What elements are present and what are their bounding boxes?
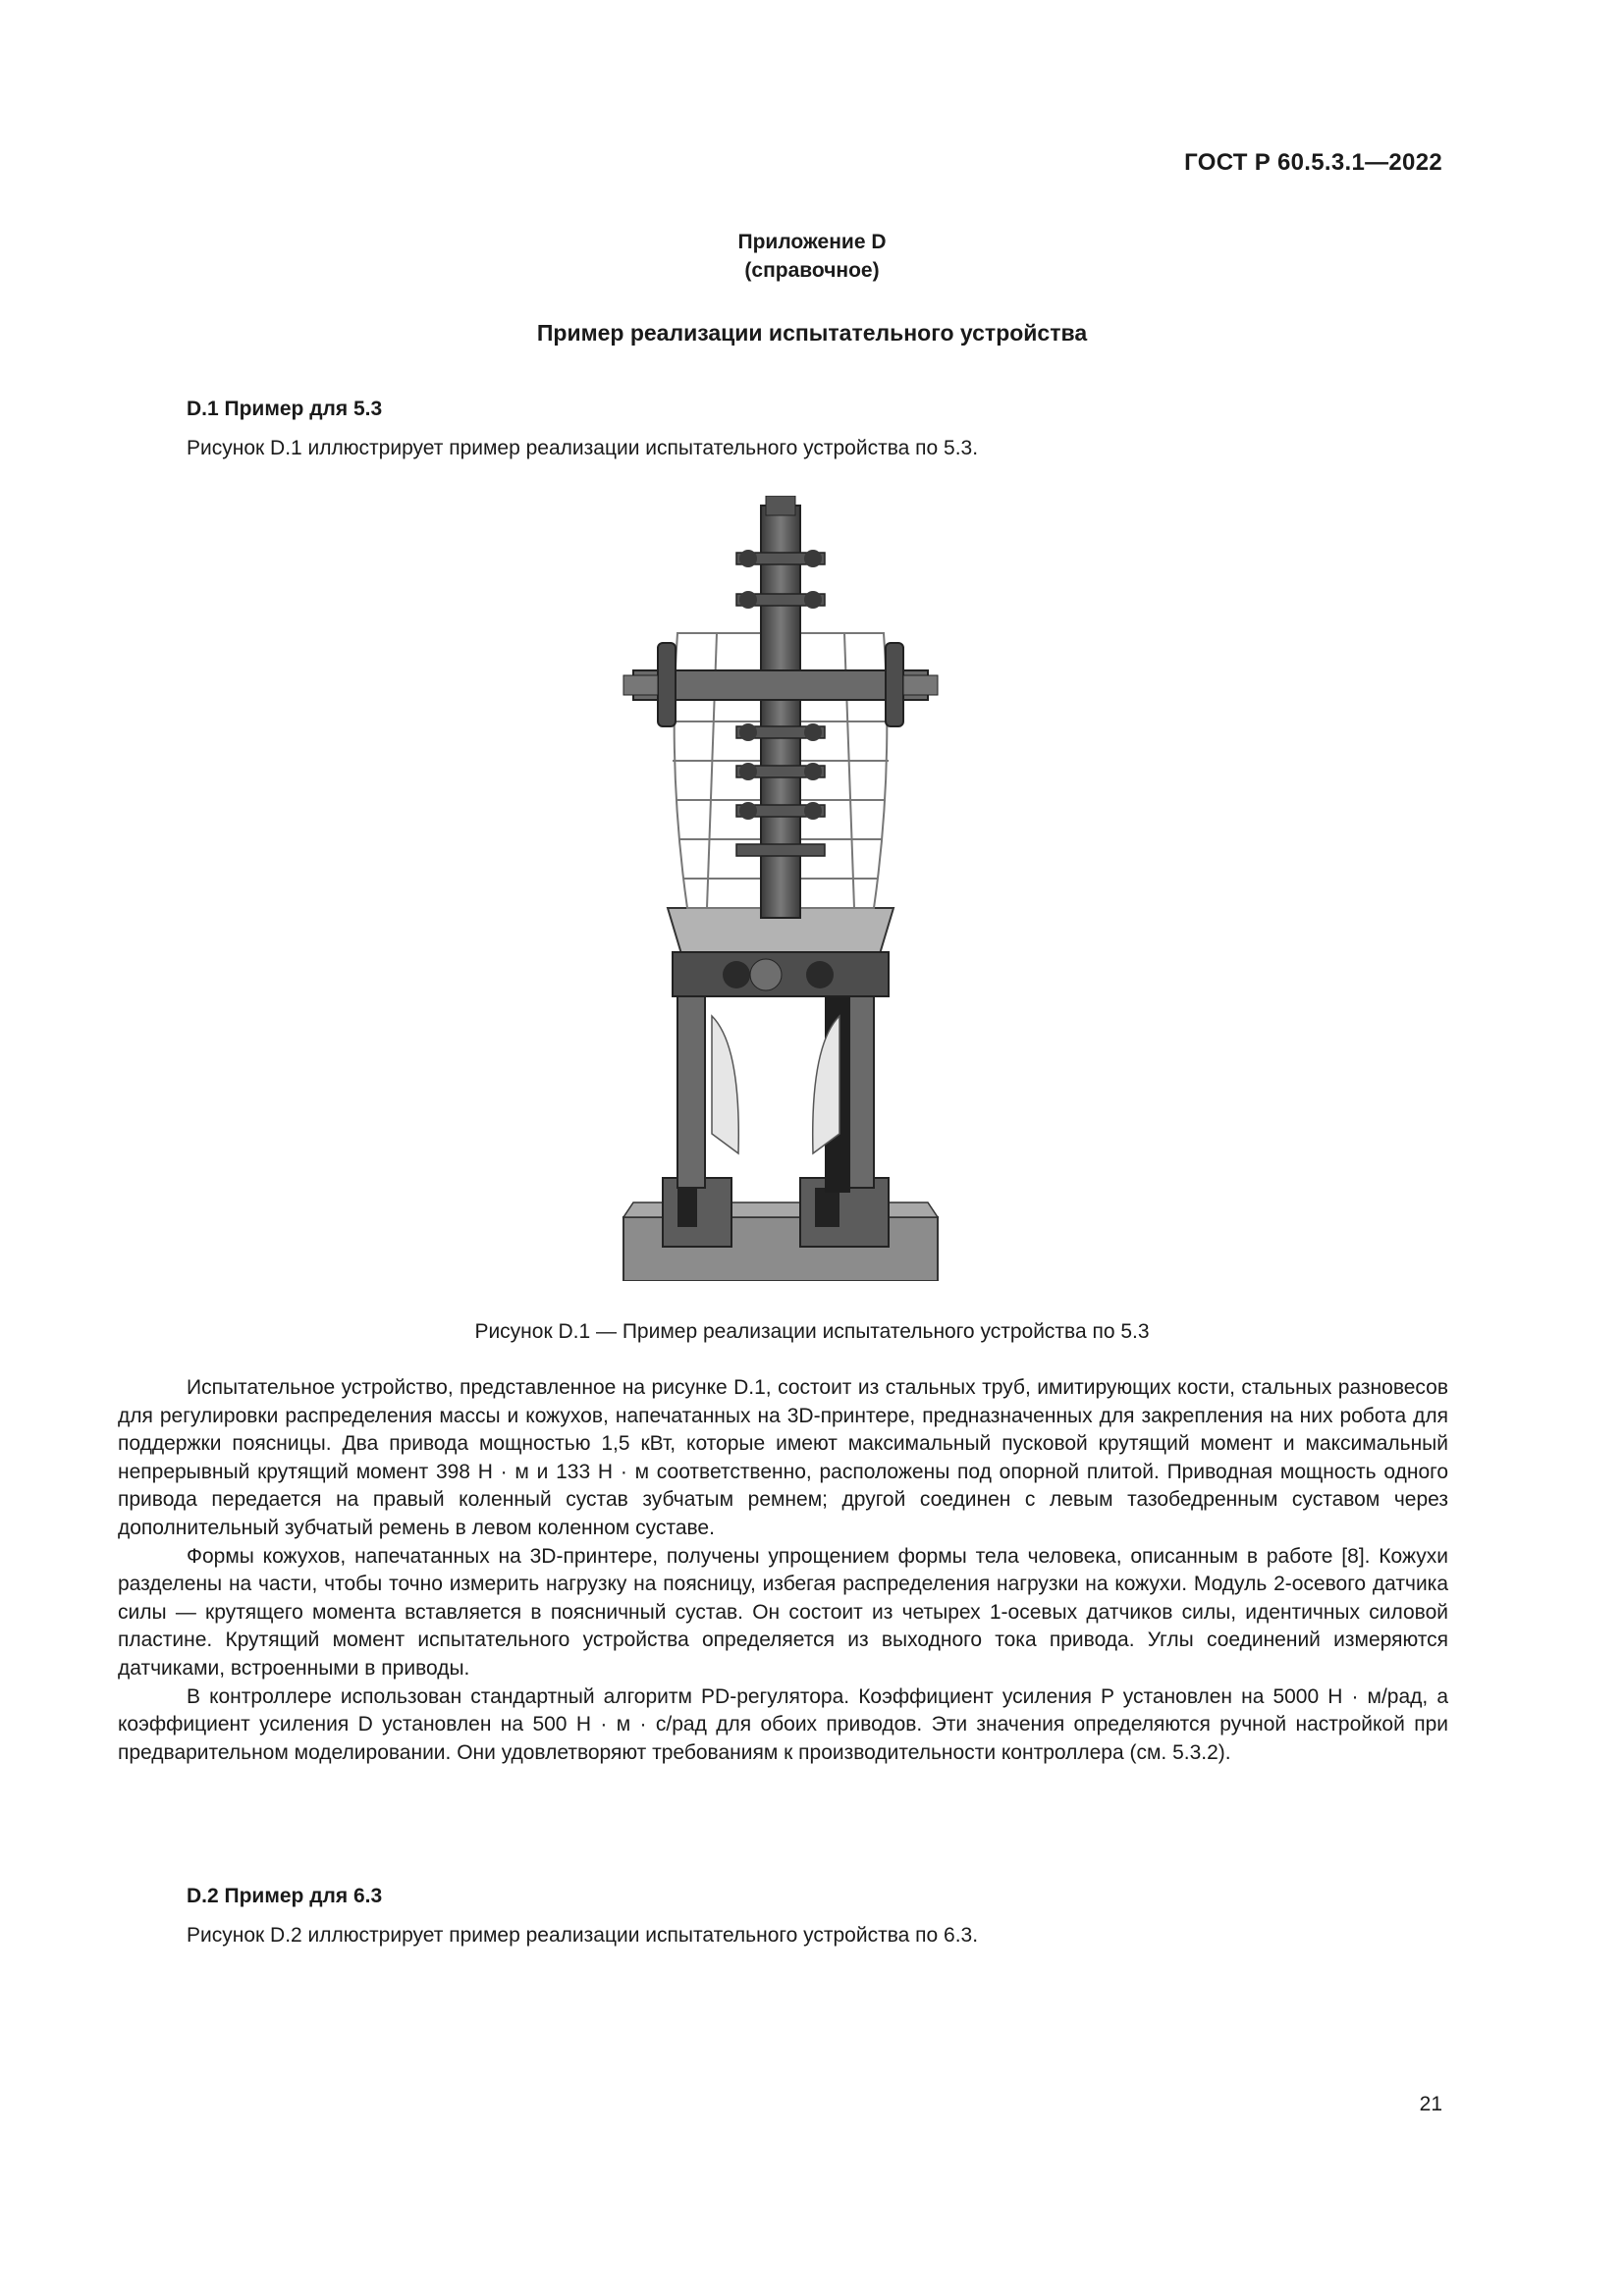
section-d1-intro: Рисунок D.1 иллюстрирует пример реализации испытательного устройства по 5.3.: [187, 437, 979, 459]
annex-title-block: [0, 228, 1624, 285]
section-d2-intro: Рисунок D.2 иллюстрирует пример реализации испытательного устройства по 6.3.: [187, 1924, 979, 1947]
body-text: [118, 1374, 1448, 1767]
figure-d1-test-device-image: [619, 496, 943, 1281]
page-number: 21: [1419, 2093, 1442, 2115]
annex-heading: Пример реализации испытательного устройства: [536, 320, 1088, 346]
section-d1-heading: D.1 Пример для 5.3: [187, 398, 383, 420]
paragraph-2: Формы кожухов, напечатанных на 3D-принтере, получены упрощением формы тела человека, описанным в работе [8]. Кожухи разделены на части, чтобы точно измерить нагрузку на поясницу, избегая распределения нагрузки на кожухи. Модуль 2-осевого датчика силы — крутящего момента вставляется в поясничный сустав. Он состоит из четырех 1-осевых датчиков силы, идентичных силовой пластине. Крутящий момент испытательного устройства определяется из выходного тока привода. Углы соединений измеряются датчиками, встроенными в приводы.: [118, 1544, 1448, 1680]
paragraph-3: В контроллере использован стандартный алгоритм PD-регулятора. Коэффициент усиления P установлен на 5000 Н · м/рад, а коэффициент усиления D установлен на 500 Н · м · с/рад для обоих приводов. Эти значения определяются ручной настройкой при предварительном моделировании. Они удовлетворяют требованиям к производительности контроллера (см. 5.3.2).: [118, 1684, 1448, 1764]
figure-d1-caption: Рисунок D.1 — Пример реализации испытательного устройства по 5.3: [474, 1320, 1150, 1343]
annex-title: Приложение D: [737, 231, 887, 253]
annex-status: (справочное): [744, 259, 880, 282]
standard-id: ГОСТ Р 60.5.3.1—2022: [1184, 149, 1442, 176]
section-d2-heading: D.2 Пример для 6.3: [187, 1885, 383, 1907]
paragraph-1: Испытательное устройство, представленное на рисунке D.1, состоит из стальных труб, имитирующих кости, стальных разновесов для регулировки распределения массы и кожухов, напечатанных на 3D-принтере, предназначенных для закрепления на них робота для поддержки поясницы. Два привода мощностью 1,5 кВт, которые имеют максимальный пусковой крутящий момент и максимальный непрерывный крутящий момент 398 Н · м и 133 Н · м соответственно, расположены под опорной плитой. Приводная мощность одного привода передается на правый коленный сустав зубчатым ремнем; другой соединен с левым тазобедренным суставом через дополнительный зубчатый ремень в левом коленном суставе.: [118, 1376, 1448, 1539]
